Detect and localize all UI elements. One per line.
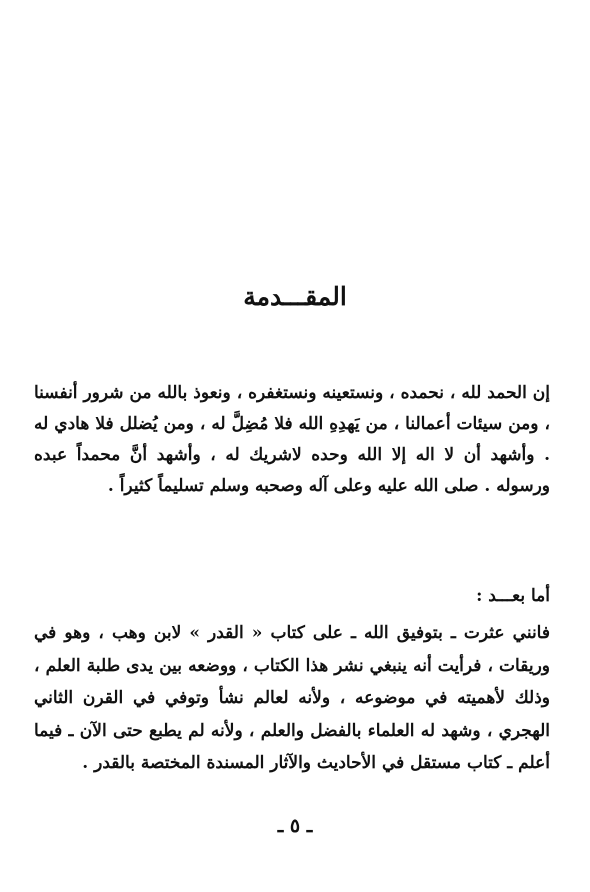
section-heading: أما بعـــد :: [476, 586, 550, 606]
page-number: ـ ٥ ـ: [277, 815, 313, 837]
page-title: المقـــدمة: [243, 282, 347, 311]
intro-paragraph: إن الحمد لله ، نحمده ، ونستعينه ونستغفره ، ونعوذ بالله من شرور أنفسنا ، ومن سيئات أعمالنا ، من يَهدِهِ الله فلا مُضِلَّ له ، ومن يُضلل فلا هادي له . وأشهد أن لا اله إلا الله وحده لاشريك له ، وأشهد أنَّ محمداً عبده ورسوله . صلى الله عليه وعلى آله وصحبه وسلم تسليماً كثيراً .: [34, 383, 550, 496]
main-paragraph: فانني عثرت ـ بتوفيق الله ـ على كتاب « القدر » لابن وهب ، وهو في وريقات ، فرأيت أنه ينبغي نشر هذا الكتاب ، ووضعه بين يدى طلبة العلم ، وذلك لأهميته في موضوعه ، ولأنه لعالم نشأ وتوفي في القرن الثاني الهجري ، وشهد له العلماء بالفضل والعلم ، ولأنه لم يطبع حتى الآن ـ فيما أعلم ـ كتاب مستقل في الأحاديث والآثار المسندة المختصة بالقدر .: [34, 623, 550, 773]
